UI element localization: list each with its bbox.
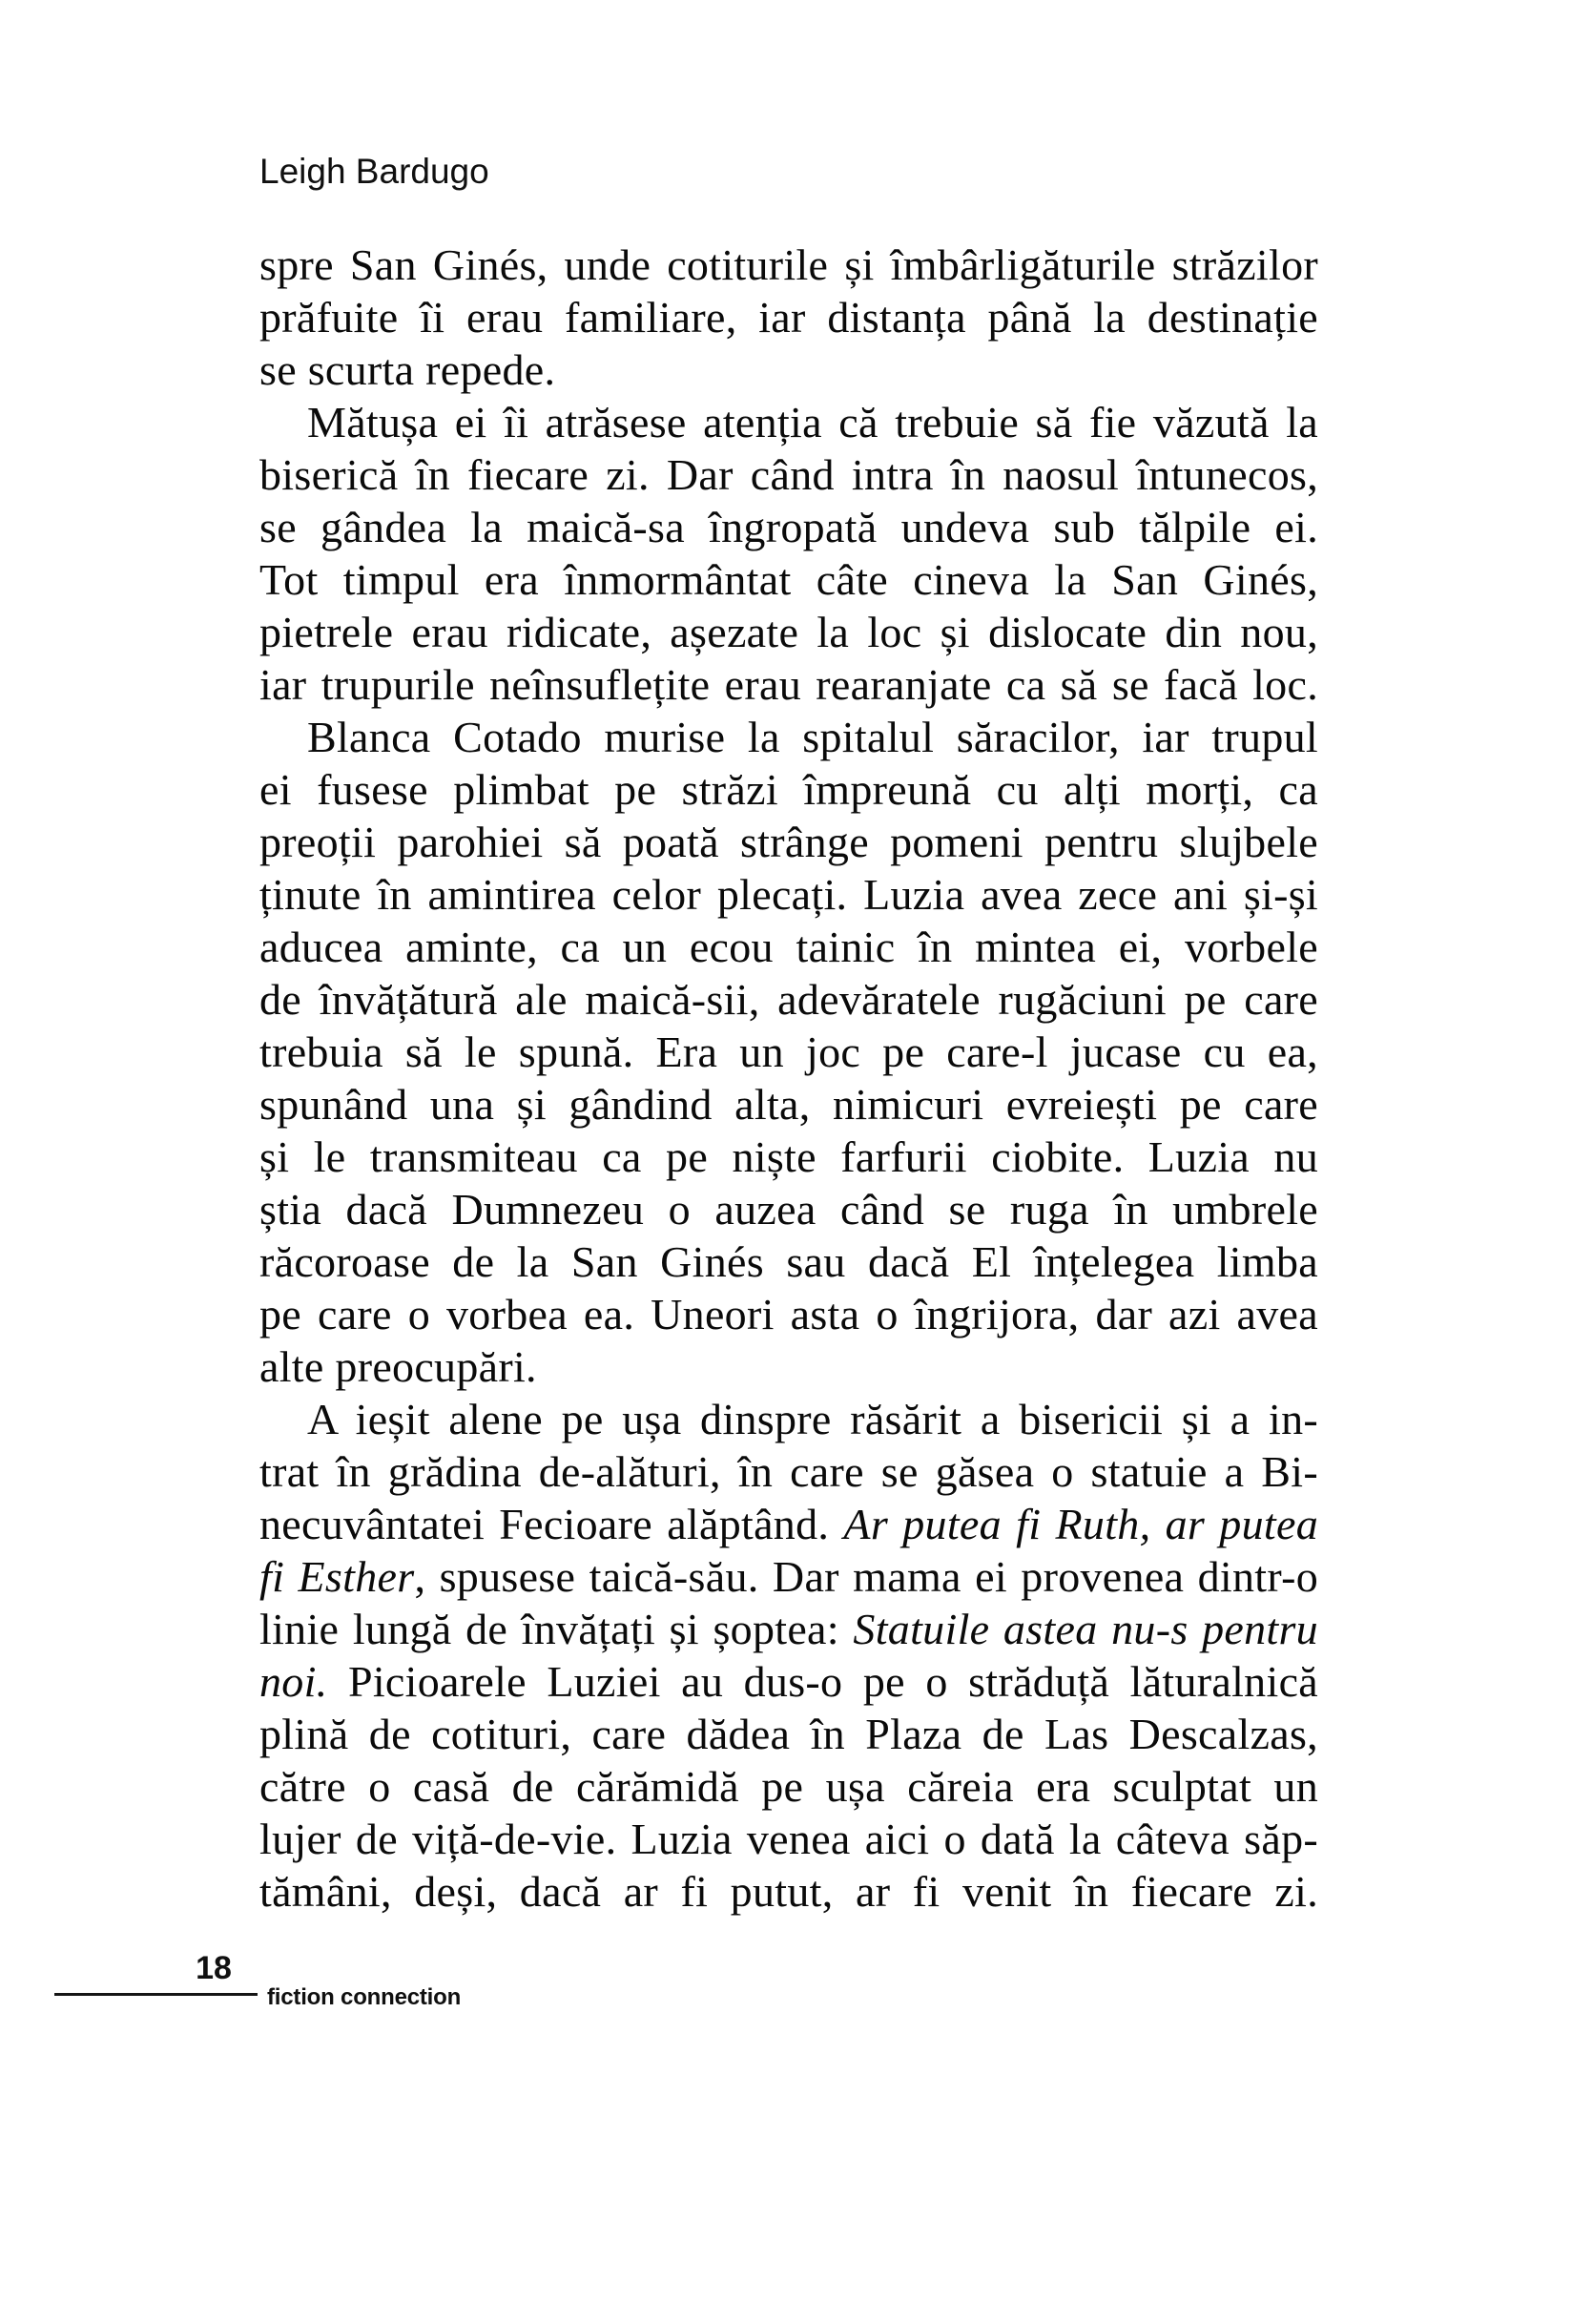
text-segment: lujer de viță-de-vie. Luzia venea aici o dată la câteva săp- <box>259 1815 1318 1863</box>
text-line <box>259 1445 1318 1498</box>
body-text-block <box>259 239 1318 1918</box>
italic-text-segment: noi. <box>259 1657 328 1706</box>
text-segment: ținute în amintirea celor plecați. Luzia avea zece ani și-și <box>259 870 1318 919</box>
text-line <box>259 973 1318 1026</box>
text-line <box>259 1078 1318 1131</box>
text-line <box>259 291 1318 343</box>
text-line <box>259 1708 1318 1760</box>
text-segment: se gândea la maică-sa îngropată undeva sub tălpile ei. <box>259 503 1318 551</box>
text-line <box>259 711 1318 763</box>
text-segment: știa dacă Dumnezeu o auzea când se ruga în umbrele <box>259 1185 1318 1234</box>
text-line <box>259 1340 1318 1393</box>
italic-text-segment: Ar putea fi Ruth, ar putea <box>843 1500 1318 1548</box>
text-segment: alte preocupări. <box>259 1342 537 1391</box>
text-line <box>259 1026 1318 1078</box>
text-segment: necuvântatei Fecioare alăptând. <box>259 1500 844 1548</box>
text-segment: prăfuite îi erau familiare, iar distanța până la destinație <box>259 293 1318 342</box>
italic-text-segment: fi Esther <box>259 1552 415 1601</box>
text-line <box>259 553 1318 606</box>
text-line <box>259 343 1318 396</box>
text-segment: preoții parohiei să poată strânge pomeni pentru slujbele <box>259 818 1318 866</box>
imprint-name: fiction connection <box>267 1984 462 2010</box>
text-segment: biserică în fiecare zi. Dar când intra în naosul întunecos, <box>259 450 1318 499</box>
text-line <box>259 1498 1318 1550</box>
text-segment: spunând una și gândind alta, nimicuri evreiești pe care <box>259 1080 1318 1129</box>
running-header-author: Leigh Bardugo <box>259 152 489 191</box>
text-line <box>259 1550 1318 1603</box>
text-line <box>259 816 1318 868</box>
text-segment: ei fusese plimbat pe străzi împreună cu alți morți, ca <box>259 765 1318 814</box>
text-segment: răcoroase de la San Ginés sau dacă El înțelegea limba <box>259 1237 1318 1286</box>
text-segment: și le transmiteau ca pe niște farfurii ciobite. Luzia nu <box>259 1132 1318 1181</box>
text-line <box>259 921 1318 973</box>
text-line <box>259 1865 1318 1918</box>
text-line <box>259 1131 1318 1183</box>
text-line <box>259 1235 1318 1288</box>
text-line <box>259 1760 1318 1813</box>
text-segment: aducea aminte, ca un ecou tainic în mintea ei, vorbele <box>259 923 1318 971</box>
text-segment: pietrele erau ridicate, așezate la loc și dislocate din nou, <box>259 608 1318 656</box>
text-segment: spre San Ginés, unde cotiturile și îmbârligăturile străzilor <box>259 240 1318 289</box>
text-segment: A ieșit alene pe ușa dinspre răsărit a bisericii și a in- <box>307 1395 1318 1443</box>
text-segment: Tot timpul era înmormântat câte cineva la San Ginés, <box>259 555 1318 604</box>
text-segment: , spusese taică-său. Dar mama ei provenea dintr-o <box>414 1552 1318 1601</box>
text-segment: către o casă de cărămidă pe ușa căreia era sculptat un <box>259 1762 1318 1811</box>
text-line <box>259 396 1318 448</box>
text-segment: Picioarele Luziei au dus-o pe o străduță lăturalnică <box>327 1657 1318 1706</box>
italic-text-segment: Statuile astea nu-s pentru <box>853 1605 1318 1653</box>
text-segment: trebuia să le spună. Era un joc pe care-l jucase cu ea, <box>259 1027 1318 1076</box>
text-line <box>259 501 1318 553</box>
text-segment: se scurta repede. <box>259 345 556 394</box>
text-segment: linie lungă de învățați și șoptea: <box>259 1605 854 1653</box>
text-segment: Mătușa ei îi atrăsese atenția că trebuie să fie văzută la <box>307 398 1318 446</box>
text-line <box>259 448 1318 501</box>
page-number: 18 <box>196 1950 232 1986</box>
text-segment: plină de cotituri, care dădea în Plaza de Las Descalzas, <box>259 1710 1318 1758</box>
text-line <box>259 1393 1318 1445</box>
text-line <box>259 763 1318 816</box>
text-segment: pe care o vorbea ea. Uneori asta o îngrijora, dar azi avea <box>259 1290 1318 1338</box>
text-line <box>259 239 1318 291</box>
imprint-rule-divider <box>54 1993 258 1996</box>
text-line <box>259 1813 1318 1865</box>
text-segment: trat în grădina de-alături, în care se găsea o statuie a Bi- <box>259 1447 1318 1496</box>
text-line <box>259 658 1318 711</box>
text-segment: tămâni, deși, dacă ar fi putut, ar fi venit în fiecare zi. <box>259 1867 1318 1916</box>
text-segment: iar trupurile neînsuflețite erau rearanjate ca să se facă loc. <box>259 660 1318 709</box>
text-line <box>259 1603 1318 1655</box>
text-line <box>259 868 1318 921</box>
text-line <box>259 1288 1318 1340</box>
text-segment: de învățătură ale maică-sii, adevăratele rugăciuni pe care <box>259 975 1318 1024</box>
text-line <box>259 1655 1318 1708</box>
text-segment: Blanca Cotado murise la spitalul săracilor, iar trupul <box>307 713 1318 761</box>
text-line <box>259 1183 1318 1235</box>
text-line <box>259 606 1318 658</box>
